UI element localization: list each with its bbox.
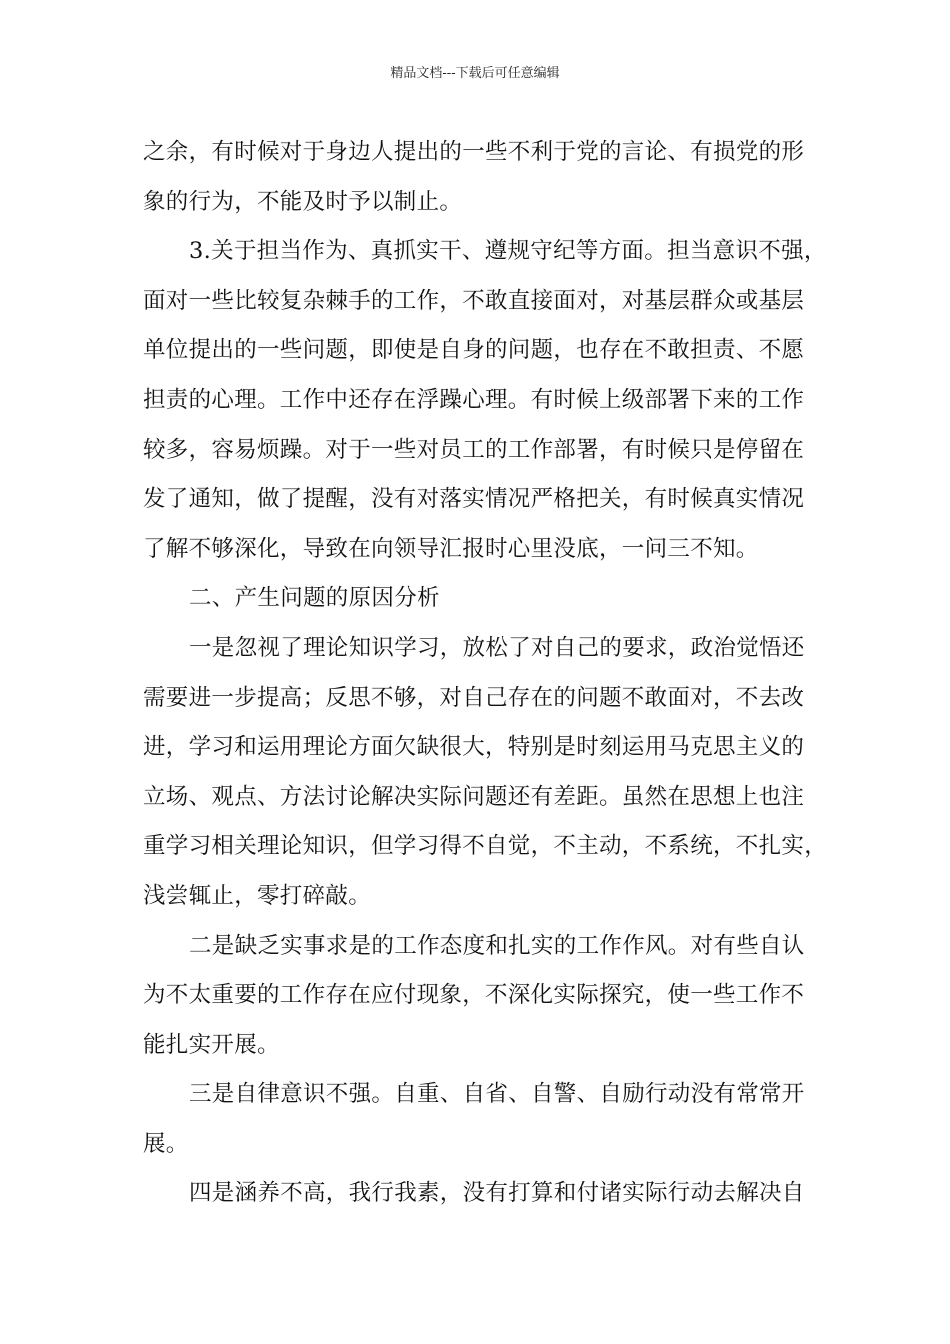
text-line: 展。: [143, 1130, 189, 1157]
text-line: 重学习相关理论知识，但学习得不自觉，不主动，不系统，不扎实，: [143, 833, 828, 860]
section-heading: 二、产生问题的原因分析: [189, 585, 440, 612]
paragraph-first-line: 四是涵养不高，我行我素，没有打算和付诸实际行动去解决自: [189, 1180, 805, 1207]
text-line: 了解不够深化，导致在向领导汇报时心里没底，一问三不知。: [143, 535, 759, 562]
section-3-heading-line: 3.关于担当作为、真抓实干、遵规守纪等方面。担当意识不强，: [189, 238, 827, 265]
text-line: 为不太重要的工作存在应付现象，不深化实际探究，使一些工作不: [143, 982, 805, 1009]
text-line: 需要进一步提高；反思不够，对自己存在的问题不敢面对，不去改: [143, 684, 805, 711]
text-line: 进，学习和运用理论方面欠缺很大，特别是时刻运用马克思主义的: [143, 734, 805, 761]
paragraph-first-line: 二是缺乏实事求是的工作态度和扎实的工作作风。对有些自认: [189, 932, 805, 959]
document-body: [143, 128, 828, 1219]
text-line: 单位提出的一些问题，即使是自身的问题，也存在不敢担责、不愿: [143, 337, 805, 364]
paragraph-first-line: 三是自律意识不强。自重、自省、自警、自励行动没有常常开: [189, 1081, 805, 1108]
text-line: 象的行为，不能及时予以制止。: [143, 188, 463, 215]
document-header: 精品文档---下载后可任意编辑: [390, 66, 560, 81]
text-line: 立场、观点、方法讨论解决实际问题还有差距。虽然在思想上也注: [143, 783, 805, 810]
text-line: 发了通知，做了提醒，没有对落实情况严格把关，有时候真实情况: [143, 486, 805, 513]
text-line: 浅尝辄止，零打碎敲。: [143, 882, 372, 909]
text-line: 之余，有时候对于身边人提出的一些不利于党的言论、有损党的形: [143, 139, 805, 165]
text-line: 担责的心理。工作中还存在浮躁心理。有时候上级部署下来的工作: [143, 386, 805, 413]
text-line: 面对一些比较复杂棘手的工作，不敢直接面对，对基层群众或基层: [143, 287, 805, 314]
text-line: 较多，容易烦躁。对于一些对员工的工作部署，有时候只是停留在: [143, 436, 805, 463]
paragraph-first-line: 一是忽视了理论知识学习，放松了对自己的要求，政治觉悟还: [189, 634, 805, 661]
text-line: 能扎实开展。: [143, 1031, 280, 1058]
